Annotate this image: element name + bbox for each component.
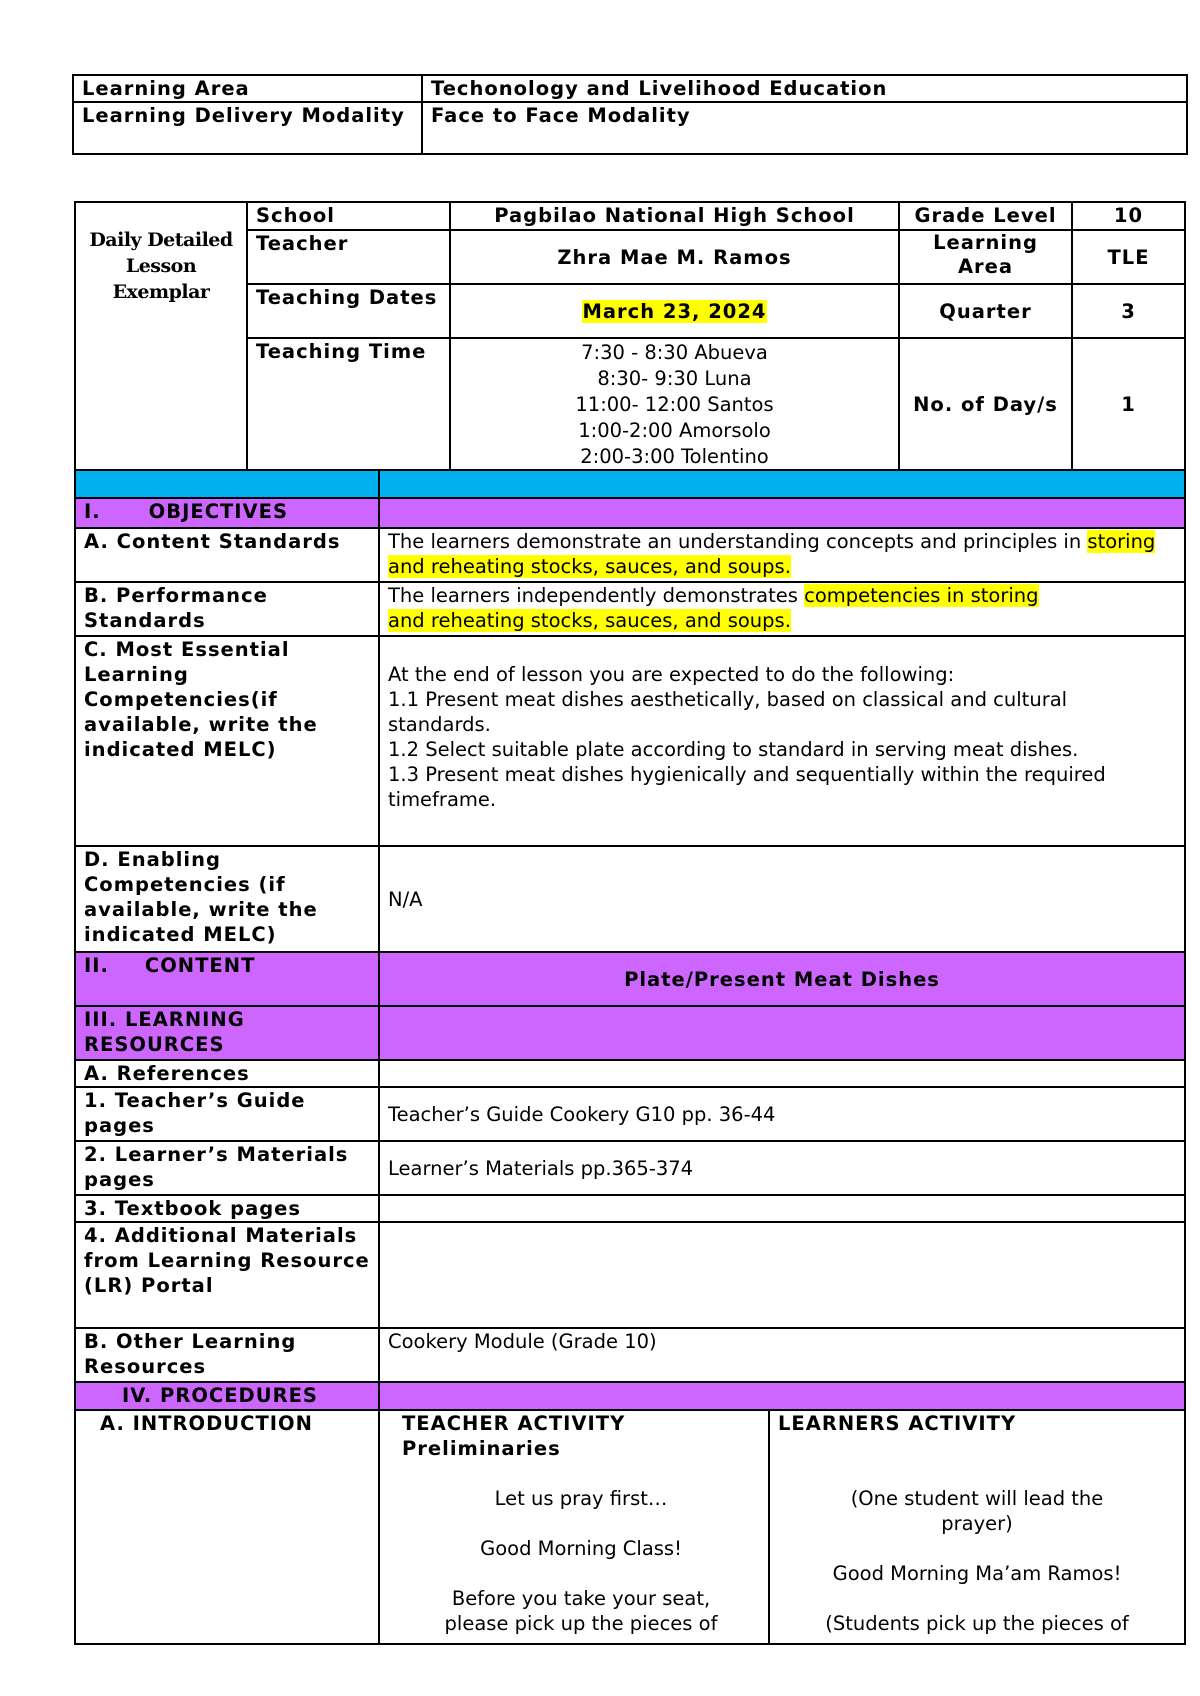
enabling-value: N/A xyxy=(379,846,1185,952)
melc-cell xyxy=(379,636,1185,846)
learner-line: Good Morning Ma’am Ramos! xyxy=(832,1562,1122,1585)
time-slot: 11:00- 12:00 Santos xyxy=(575,393,774,416)
time-slot: 2:00-3:00 Tolentino xyxy=(580,445,769,468)
time-slot: 1:00-2:00 Amorsolo xyxy=(578,419,771,442)
time-label: Teaching Time xyxy=(247,338,450,471)
performance-standards-label: B. Performance Standards xyxy=(75,582,379,636)
melc-intro: At the end of lesson you are expected to do the following: xyxy=(388,663,955,686)
learner-line: (One student will lead the xyxy=(850,1487,1104,1510)
content-title: CONTENT xyxy=(144,954,256,977)
content-standards-text: The learners demonstrate an understanding concepts and principles in xyxy=(388,530,1082,553)
quarter-value: 3 xyxy=(1072,284,1185,338)
additional-materials-value xyxy=(379,1222,1185,1328)
performance-standards-cell xyxy=(379,582,1185,636)
dates-value: March 23, 2024 xyxy=(582,299,767,323)
melc-item: 1.1 Present meat dishes aesthetically, based on classical and cultural standards. xyxy=(388,688,1068,736)
melc-label: C. Most Essential Learning Competencies(if available, write the indicated MELC) xyxy=(75,636,379,846)
content-standards-highlight: storing and reheating stocks, sauces, and soups. xyxy=(388,530,1156,578)
quarter-label: Quarter xyxy=(899,284,1072,338)
content-standards-cell xyxy=(379,528,1185,582)
teacher-label: Teacher xyxy=(247,230,450,284)
header-table xyxy=(72,74,1188,155)
procedures-band xyxy=(379,1382,1185,1410)
learner-line: (Students pick up the pieces of xyxy=(825,1612,1129,1635)
performance-standards-highlight: competencies in storing xyxy=(804,584,1039,607)
grade-label: Grade Level xyxy=(899,202,1072,230)
objectives-num: I. xyxy=(84,500,101,523)
performance-standards-text: The learners independently demonstrates xyxy=(388,584,798,607)
content-heading xyxy=(75,952,379,1006)
references-label: A. References xyxy=(75,1060,379,1087)
other-resources-label: B. Other Learning Resources xyxy=(75,1328,379,1382)
learner-activity-cell xyxy=(769,1410,1185,1644)
learners-materials-value: Learner’s Materials pp.365-374 xyxy=(379,1141,1185,1195)
learning-area-label: Learning Area xyxy=(73,75,422,102)
learners-materials-label: 2. Learner’s Materials pages xyxy=(75,1141,379,1195)
info-table xyxy=(74,201,1186,472)
procedures-heading: IV. PROCEDURES xyxy=(75,1382,379,1410)
objectives-title: OBJECTIVES xyxy=(148,500,289,523)
objectives-band xyxy=(379,498,1185,528)
additional-materials-label: 4. Additional Materials from Learning Resource (LR) Portal xyxy=(75,1222,379,1328)
objectives-heading xyxy=(75,498,379,528)
grade-value: 10 xyxy=(1072,202,1185,230)
modality-label: Learning Delivery Modality xyxy=(73,102,422,154)
content-standards-label: A. Content Standards xyxy=(75,528,379,582)
teacher-activity-heading: TEACHER ACTIVITY xyxy=(402,1412,626,1435)
teacher-line: Before you take your seat, xyxy=(451,1587,711,1610)
content-value: Plate/Present Meat Dishes xyxy=(379,952,1185,1006)
other-resources-value: Cookery Module (Grade 10) xyxy=(379,1328,1185,1382)
area-value: TLE xyxy=(1072,230,1185,284)
blue-band-left xyxy=(75,470,379,498)
textbook-value xyxy=(379,1195,1185,1222)
introduction-label: A. INTRODUCTION xyxy=(75,1410,379,1644)
teacher-line: Good Morning Class! xyxy=(480,1537,682,1560)
school-label: School xyxy=(247,202,450,230)
melc-item: 1.2 Select suitable plate according to standard in serving meat dishes. xyxy=(388,738,1079,761)
blue-band-right xyxy=(379,470,1185,498)
dates-cell xyxy=(450,284,899,338)
time-slot: 8:30- 9:30 Luna xyxy=(597,367,752,390)
learning-area-value: Techonology and Livelihood Education xyxy=(422,75,1187,102)
textbook-label: 3. Textbook pages xyxy=(75,1195,379,1222)
days-label: No. of Day/s xyxy=(899,338,1072,471)
performance-standards-highlight: and reheating stocks, sauces, and soups. xyxy=(388,609,791,632)
teacher-line: please pick up the pieces of xyxy=(444,1612,718,1635)
modality-value: Face to Face Modality xyxy=(422,102,1187,154)
teachers-guide-label: 1. Teacher’s Guide pages xyxy=(75,1087,379,1141)
references-value xyxy=(379,1060,1185,1087)
area-label: Learning Area xyxy=(899,230,1072,284)
dates-label: Teaching Dates xyxy=(247,284,450,338)
time-slot: 7:30 - 8:30 Abueva xyxy=(581,341,768,364)
teachers-guide-value: Teacher’s Guide Cookery G10 pp. 36-44 xyxy=(379,1087,1185,1141)
teacher-activity-sub: Preliminaries xyxy=(402,1437,561,1460)
resources-heading: III. LEARNING RESOURCES xyxy=(75,1006,379,1060)
school-value: Pagbilao National High School xyxy=(450,202,899,230)
learner-activity-heading: LEARNERS ACTIVITY xyxy=(778,1412,1017,1435)
melc-item: 1.3 Present meat dishes hygienically and sequentially within the required timeframe. xyxy=(388,763,1106,811)
learner-line: prayer) xyxy=(941,1512,1013,1535)
teacher-activity-cell xyxy=(379,1410,769,1644)
content-num: II. xyxy=(84,954,109,977)
teacher-line: Let us pray first… xyxy=(494,1487,668,1510)
days-value: 1 xyxy=(1072,338,1185,471)
teacher-value: Zhra Mae M. Ramos xyxy=(450,230,899,284)
lesson-title: Daily Detailed Lesson Exemplar xyxy=(75,202,247,471)
main-table xyxy=(74,469,1186,1645)
resources-band xyxy=(379,1006,1185,1060)
time-slots xyxy=(450,338,899,471)
enabling-label: D. Enabling Competencies (if available, write the indicated MELC) xyxy=(75,846,379,952)
